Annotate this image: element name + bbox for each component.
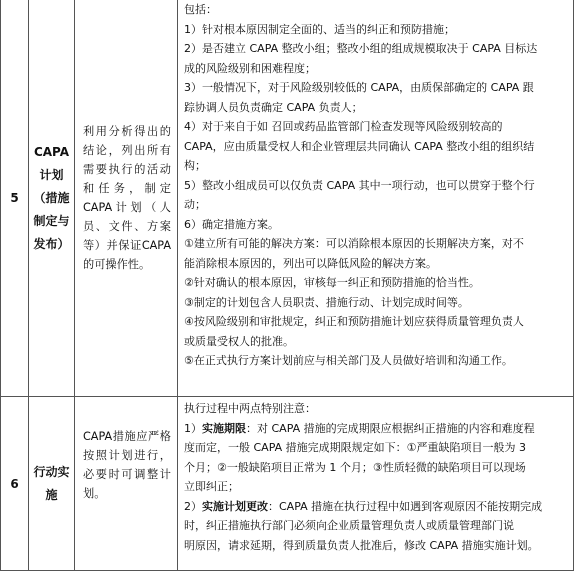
detail-line: ④按风险级别和审批规定，纠正和预防措施计划应获得质量管理负责人 [184, 315, 524, 328]
detail-line: ①建立所有可能的解决方案：可以消除根本原因的长期解决方案，对不 [184, 237, 524, 250]
deadline-label: 实施期限 [202, 421, 246, 435]
detail-line: CAPA，应由质量受权人和企业管理层共同确认 CAPA 整改小组的组织结 [184, 139, 535, 153]
detail-line: 3）一般情况下，对于风险级别较低的 CAPA，由质保部确定的 CAPA 跟 [184, 81, 534, 94]
table-row [1, 0, 574, 397]
detail-line: 构； [184, 159, 206, 172]
stage-purpose: 利用分析得出的结论，列出所有需要执行的活动和任务，制定CAPA计划（人员、文件、方案等）并保证CAPA的可操作性。 [75, 0, 178, 397]
detail-line: 2）是否建立 CAPA 整改小组；整改小组的组成规模取决于 CAPA 目标达 [184, 42, 538, 55]
detail-line: 明原因，请求延期，得到质量负责人批准后，修改 CAPA 措施实施计划。 [184, 538, 539, 552]
plan-change-label: 实施计划更改 [202, 499, 268, 513]
detail-line [184, 497, 567, 517]
detail-line: 5）整改小组成员可以仅负责 CAPA 其中一项行动，也可以贯穿于整个行 [184, 178, 535, 192]
stage-details [178, 397, 574, 571]
table-row [1, 397, 574, 571]
stage-details [178, 0, 574, 397]
row-number: 6 [1, 397, 29, 571]
detail-line: 时，纠正措施执行部门必须向企业质量管理负责人或质量管理部门说 [184, 519, 514, 532]
detail-line: ⑤在正式执行方案计划前应与相关部门及人员做好培训和沟通工作。 [184, 354, 513, 367]
stage-name: 行动实施 [29, 397, 75, 571]
item-prefix: 1） [184, 421, 202, 435]
detail-line: 踪协调人员负责确定 CAPA 负责人； [184, 100, 363, 114]
row-number: 5 [1, 0, 29, 397]
detail-line: 能消除根本原因的，列出可以降低风险的解决方案。 [184, 256, 437, 270]
deadline-text: ：对 CAPA 措施的完成期限应根据纠正措施的内容和难度程 [246, 421, 535, 435]
plan-change-text: ：CAPA 措施在执行过程中如遇到客观原因不能按期完成 [268, 499, 543, 513]
detail-line: 4）对于来自于如 召回或药品监管部门检查发现等风险级别较高的 [184, 120, 503, 133]
detail-line: 度而定，一般 CAPA 措施完成期限规定如下：①严重缺陷项目一般为 3 [184, 441, 527, 454]
item-prefix: 2） [184, 499, 202, 513]
detail-line: 或质量受权人的批准。 [184, 334, 294, 348]
detail-line: 1）针对根本原因制定全面的、适当的纠正和预防措施； [184, 22, 455, 36]
detail-line: 个月；②一般缺陷项目正常为 1 个月；③性质轻微的缺陷项目可以现场 [184, 460, 526, 474]
detail-line [184, 419, 567, 439]
detail-line: 6）确定措施方案。 [184, 217, 279, 231]
detail-line: 执行过程中两点特别注意： [184, 402, 316, 415]
detail-line: 成的风险级别和困难程度； [184, 61, 316, 75]
detail-line: 动； [184, 198, 206, 211]
detail-line: ②针对确认的根本原因，审核每一纠正和预防措施的恰当性。 [184, 276, 480, 289]
detail-line: 立即纠正； [184, 480, 239, 493]
detail-line: ③制定的计划包含人员职责、措施行动、计划完成时间等。 [184, 295, 469, 309]
stage-name: CAPA计划（措施制定与发布） [29, 0, 75, 397]
detail-line: 包括： [184, 3, 217, 16]
stage-purpose: CAPA措施应严格按照计划进行，必要时可调整计划。 [75, 397, 178, 571]
